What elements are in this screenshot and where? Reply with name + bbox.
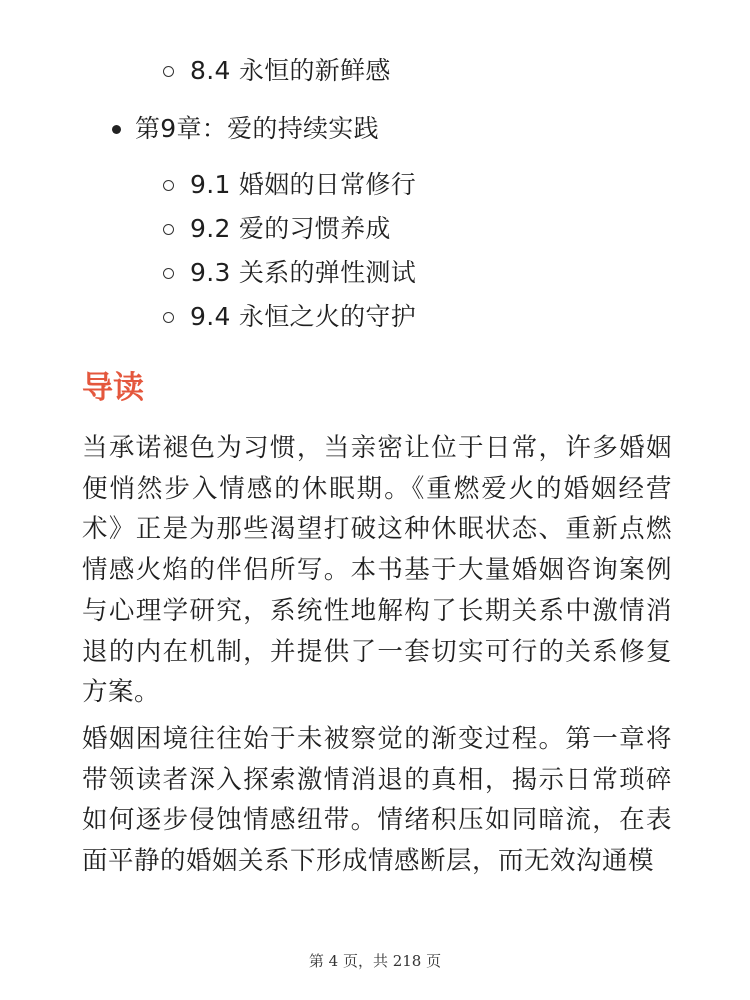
toc-chapter-9	[112, 113, 379, 145]
intro-paragraph-1: 当承诺褪色为习惯，当亲密让位于日常，许多婚姻便悄然步入情感的休眠期。《重燃爱火的婚姻经营术》正是为那些渴望打破这种休眠状态、重新点燃情感火焰的伴侣所写。本书基于大量婚姻咨询案例与心理学研究，系统性地解构了长期关系中激情消退的内在机制，并提供了一套切实可行的关系修复方案。	[82, 433, 672, 708]
hollow-bullet-icon	[163, 312, 174, 323]
toc-chapter-label: 第9章：爱的持续实践	[135, 114, 379, 143]
hollow-bullet-icon	[163, 180, 174, 191]
toc-item-9-1	[163, 169, 416, 201]
toc-item-label: 9.3 关系的弹性测试	[190, 258, 417, 287]
hollow-bullet-icon	[163, 224, 174, 235]
page-number: 第 4 页，共 218 页	[308, 952, 442, 970]
toc-item-label: 8.4 永恒的新鲜感	[190, 56, 391, 85]
solid-bullet-icon	[112, 125, 121, 134]
hollow-bullet-icon	[163, 268, 174, 279]
toc-item-9-3	[163, 257, 416, 289]
toc-item-label: 9.2 爱的习惯养成	[190, 214, 391, 243]
toc-item-9-4	[163, 301, 416, 333]
toc-item-8-4	[163, 55, 391, 87]
toc-item-9-2	[163, 213, 391, 245]
toc-item-label: 9.1 婚姻的日常修行	[190, 170, 417, 199]
intro-paragraph-2: 婚姻困境往往始于未被察觉的渐变过程。第一章将带领读者深入探索激情消退的真相，揭示日常琐碎如何逐步侵蚀情感纽带。情绪积压如同暗流，在表面平静的婚姻关系下形成情感断层，而无效沟通模	[82, 724, 672, 877]
hollow-bullet-icon	[163, 66, 174, 77]
toc-item-label: 9.4 永恒之火的守护	[190, 302, 417, 331]
section-heading: 导读	[82, 370, 144, 406]
